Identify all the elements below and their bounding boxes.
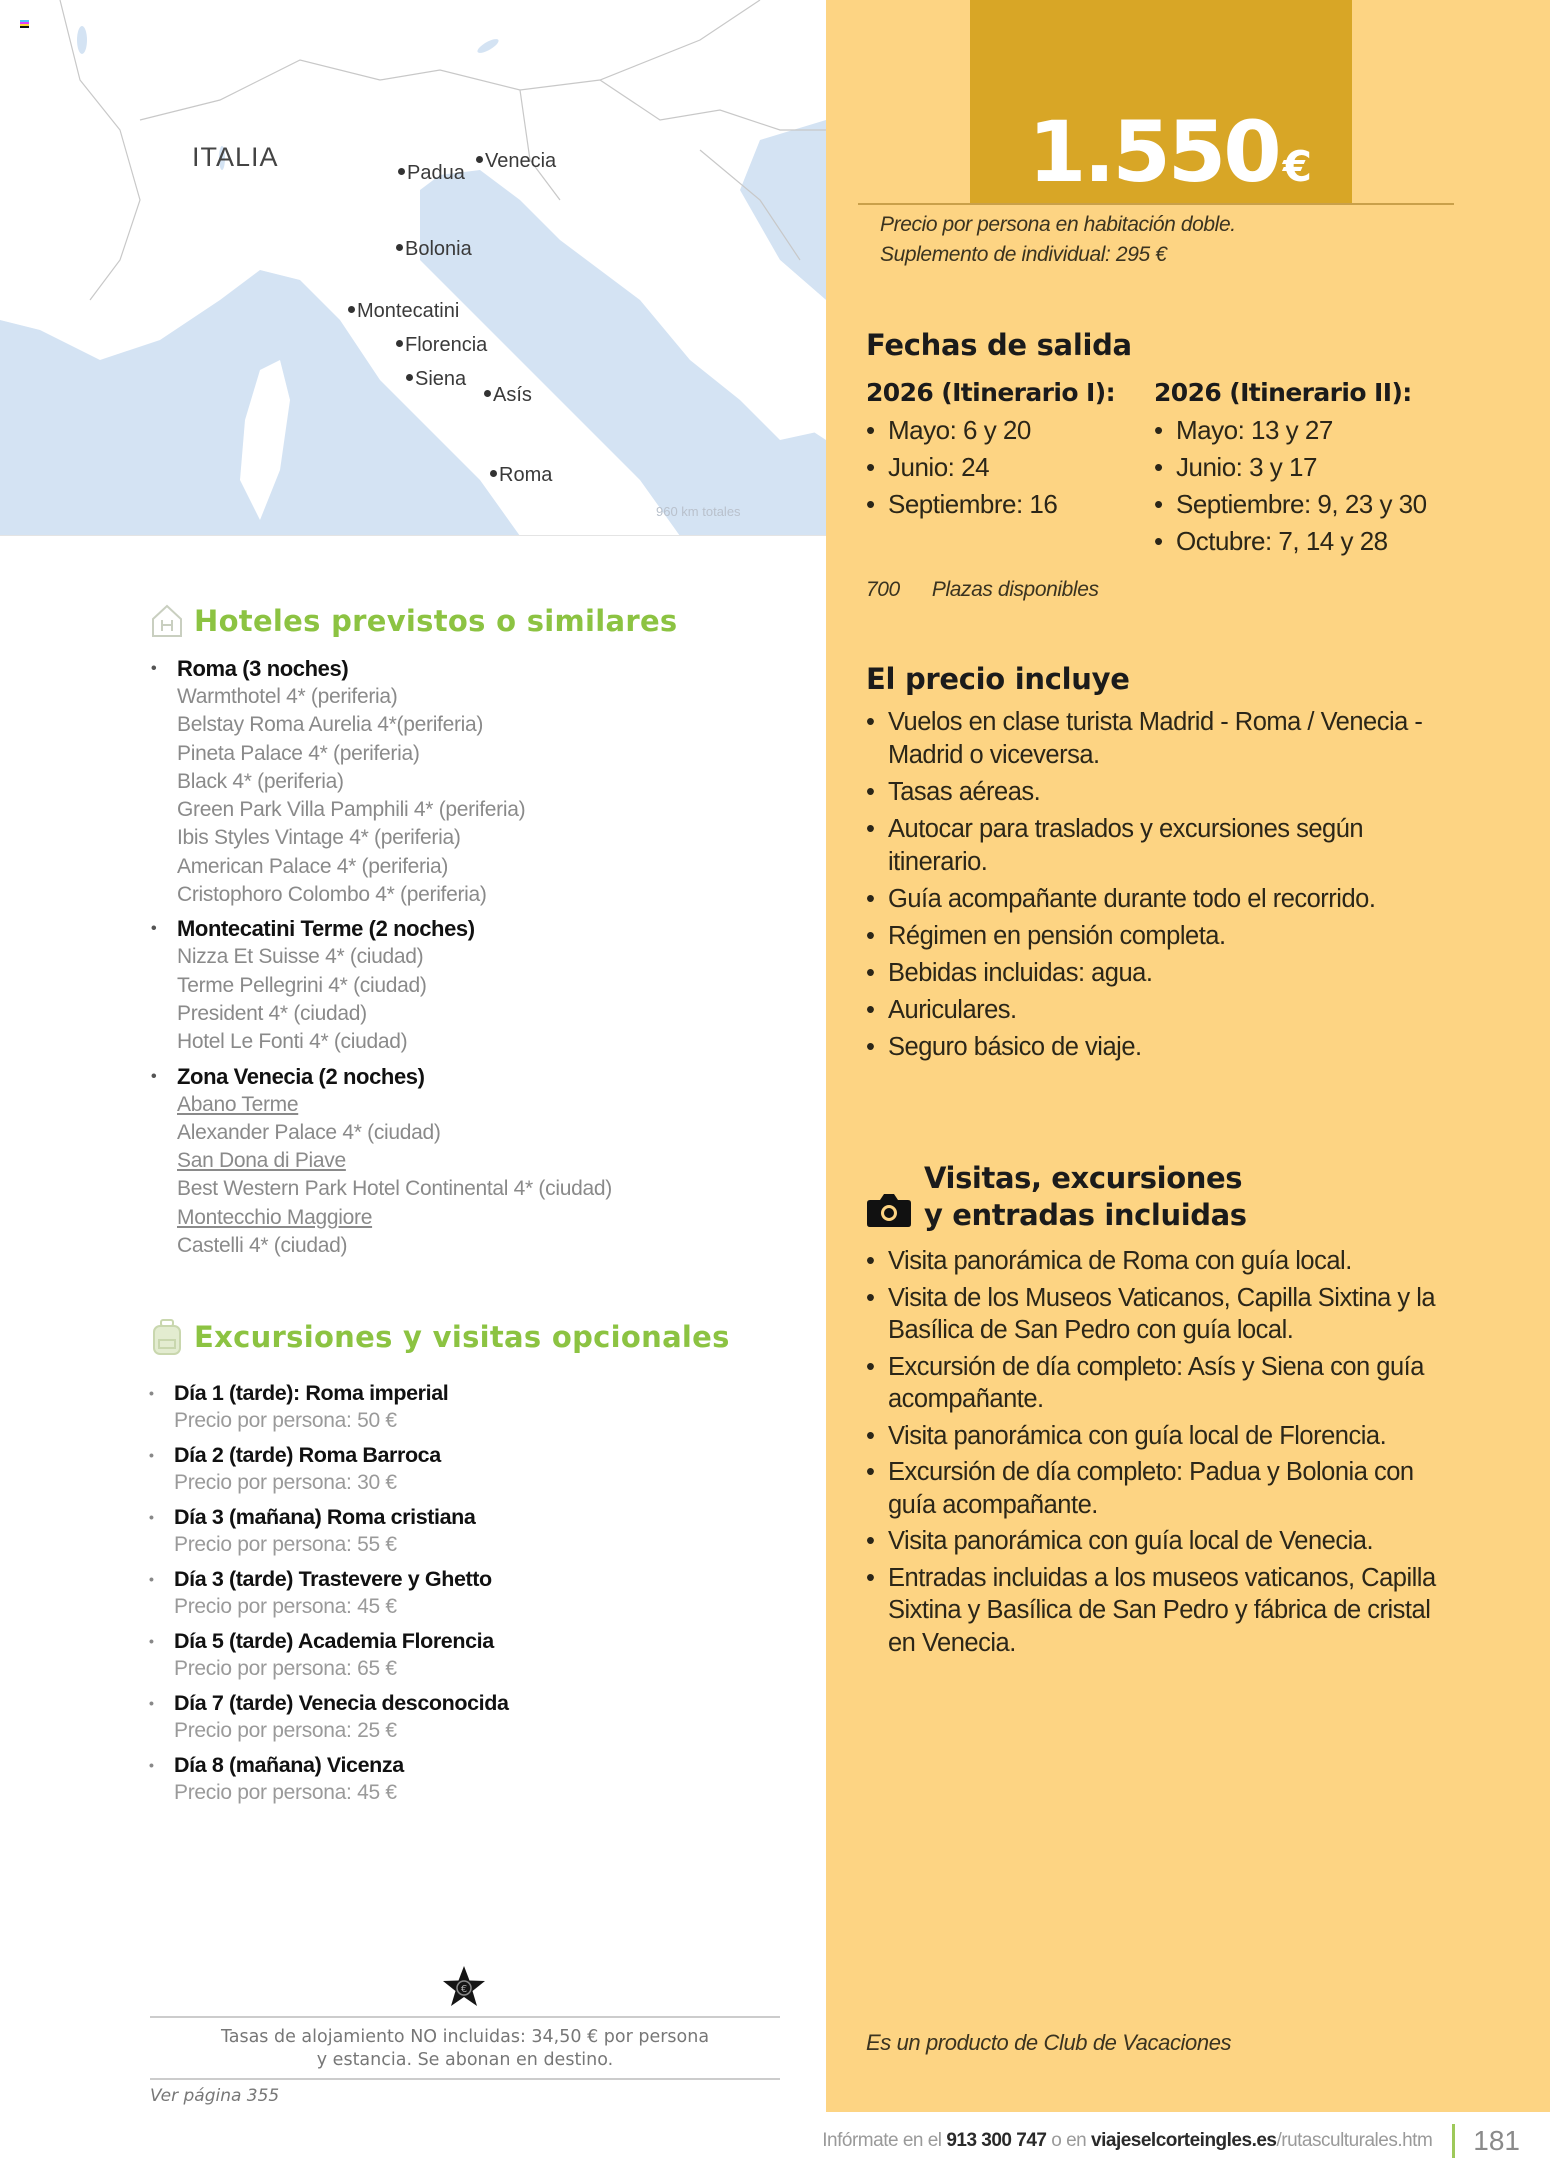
include-item: • Seguro básico de viaje.: [866, 1031, 1446, 1064]
include-item: • Tasas aéreas.: [866, 776, 1446, 809]
excursion-item: [147, 1626, 767, 1682]
map-city-florencia: Florencia: [396, 334, 487, 357]
departures-itinerary-1: [866, 374, 1115, 523]
includes-title: El precio incluye: [866, 662, 1130, 696]
hotel-line: Cristophoro Colombo 4* (periferia): [177, 883, 487, 907]
optional-excursions-list: [147, 1378, 767, 1812]
visit-item: • Entradas incluidas a los museos vaticanos, Capilla Sixtina y Basílica de San Pedro y fábrica de cristal en Venecia.: [866, 1562, 1456, 1660]
hotels-section-header: [150, 604, 678, 638]
hotel-icon: [150, 604, 184, 638]
map-country-label: ITALIA: [192, 142, 279, 172]
excursion-item: [147, 1378, 767, 1434]
include-item: • Guía acompañante durante todo el recorrido.: [866, 883, 1446, 916]
departures-title: Fechas de salida: [866, 328, 1132, 362]
visit-item: • Visita panorámica con guía local de Florencia.: [866, 1420, 1456, 1453]
print-registration-mark: [20, 20, 29, 29]
city-dot-icon: [396, 244, 403, 251]
visit-item: • Excursión de día completo: Padua y Bolonia con guía acompañante.: [866, 1456, 1456, 1521]
hotel-group-title: • Roma (3 noches): [150, 655, 770, 683]
page-footer: [640, 2124, 1520, 2158]
visit-item: • Excursión de día completo: Asís y Siena con guía acompañante.: [866, 1351, 1456, 1416]
hotels-list: [150, 655, 770, 1266]
excursion-title: • Día 2 (tarde) Roma Barroca: [147, 1440, 767, 1470]
hotel-line: Hotel Le Fonti 4* (ciudad): [177, 1030, 408, 1054]
city-dot-icon: [476, 156, 483, 163]
excursion-item: [147, 1688, 767, 1744]
svg-text:€: €: [460, 1984, 468, 1995]
excursion-item: [147, 1440, 767, 1496]
map-city-montecatini: Montecatini: [348, 300, 459, 323]
departure-date: • Mayo: 6 y 20: [866, 412, 1115, 449]
visit-item: • Visita de los Museos Vaticanos, Capilla Sixtina y la Basílica de San Pedro con guía local.: [866, 1282, 1456, 1347]
hotel-group-title: • Montecatini Terme (2 noches): [150, 915, 770, 943]
excursion-title: • Día 8 (mañana) Vicenza: [147, 1750, 767, 1780]
excursion-price: Precio por persona: 25 €: [174, 1719, 397, 1742]
excursion-price: Precio por persona: 55 €: [174, 1533, 397, 1556]
backpack-icon: [150, 1320, 184, 1354]
departures-itinerary-2: [1154, 374, 1427, 560]
include-item: • Vuelos en clase turista Madrid - Roma / Venecia - Madrid o viceversa.: [866, 706, 1446, 772]
excursions-section-header: [150, 1320, 730, 1354]
hotel-group-venecia: [150, 1063, 770, 1261]
footer-divider: [1452, 2124, 1455, 2158]
seats-count: 700: [866, 578, 900, 601]
route-map: [0, 0, 826, 536]
excursion-price: Precio por persona: 50 €: [174, 1409, 397, 1432]
hotel-line: Ibis Styles Vintage 4* (periferia): [177, 826, 461, 850]
hotel-line: Pineta Palace 4* (periferia): [177, 741, 420, 765]
visits-title: Visitas, excursiones y entradas incluidas: [924, 1161, 1247, 1232]
hotel-line: Warmthotel 4* (periferia): [177, 685, 398, 708]
tax-note-line: Tasas de alojamiento NO incluidas: 34,50 € por persona: [220, 2027, 710, 2047]
excursion-title: • Día 3 (tarde) Trastevere y Ghetto: [147, 1564, 767, 1594]
departure-date: • Mayo: 13 y 27: [1154, 412, 1427, 449]
excursion-item: [147, 1750, 767, 1806]
itinerary-title: 2026 (Itinerario II):: [1154, 378, 1412, 407]
include-item: • Régimen en pensión completa.: [866, 920, 1446, 953]
departure-date: • Octubre: 7, 14 y 28: [1154, 523, 1427, 560]
hotel-group-roma: [150, 655, 770, 909]
see-page-reference: Ver página 355: [150, 2086, 280, 2106]
city-dot-icon: [398, 168, 405, 175]
camera-icon: [866, 1192, 912, 1228]
excursion-price: Precio por persona: 30 €: [174, 1471, 397, 1494]
departure-date: • Septiembre: 16: [866, 486, 1115, 523]
excursion-title: • Día 1 (tarde): Roma imperial: [147, 1378, 767, 1408]
include-item: • Auriculares.: [866, 994, 1446, 1027]
departure-date: • Septiembre: 9, 23 y 30: [1154, 486, 1427, 523]
include-item: • Autocar para traslados y excursiones según itinerario.: [866, 813, 1446, 879]
includes-list: [866, 706, 1446, 1068]
hotel-line: Black 4* (periferia): [177, 769, 344, 793]
tax-note-line: y estancia. Se abonan en destino.: [316, 2050, 614, 2070]
excursion-title: • Día 7 (tarde) Venecia desconocida: [147, 1688, 767, 1718]
available-seats: [866, 578, 1099, 602]
excursion-item: [147, 1502, 767, 1558]
map-landmass: [0, 0, 826, 536]
excursion-item: [147, 1564, 767, 1620]
city-dot-icon: [484, 390, 491, 397]
city-dot-icon: [490, 470, 497, 477]
price-divider: [858, 203, 1454, 205]
excursion-title: • Día 3 (mañana) Roma cristiana: [147, 1502, 767, 1532]
departure-date: • Junio: 3 y 17: [1154, 449, 1427, 486]
seats-label: Plazas disponibles: [931, 578, 1099, 601]
price-note: Precio por persona en habitación doble. Suplemento de individual: 295 €: [880, 213, 1236, 266]
map-city-roma: Roma: [490, 464, 552, 487]
city-dot-icon: [406, 374, 413, 381]
hotel-line: Castelli 4* (ciudad): [177, 1234, 348, 1258]
hotel-line: Belstay Roma Aurelia 4*(periferia): [177, 713, 484, 737]
hotel-line: President 4* (ciudad): [177, 1001, 367, 1025]
map-distance-label: 960 km totales: [656, 504, 741, 519]
hotel-line: Alexander Palace 4* (ciudad): [177, 1120, 441, 1144]
visit-item: • Visita panorámica con guía local de Venecia.: [866, 1525, 1456, 1558]
phone-number[interactable]: 913 300 747: [946, 2130, 1047, 2151]
excursion-price: Precio por persona: 45 €: [174, 1781, 397, 1804]
map-city-venecia: Venecia: [476, 150, 556, 173]
visits-list: [866, 1245, 1456, 1663]
hotels-section-title: Hoteles previstos o similares: [194, 604, 678, 638]
city-dot-icon: [396, 340, 403, 347]
hotel-line: Green Park Villa Pamphili 4* (periferia): [177, 798, 526, 822]
map-city-bolonia: Bolonia: [396, 238, 472, 261]
hotel-line: Best Western Park Hotel Continental 4* (ciudad): [177, 1177, 612, 1201]
map-city-siena: Siena: [406, 368, 466, 391]
hotel-zone-label: Montecchio Maggiore: [177, 1205, 373, 1229]
hotel-line: Terme Pellegrini 4* (ciudad): [177, 973, 427, 997]
map-city-asis: Asís: [484, 384, 532, 407]
euro-star-icon: [441, 1964, 487, 2010]
currency-symbol: €: [1282, 142, 1312, 191]
visit-item: • Visita panorámica de Roma con guía local.: [866, 1245, 1456, 1278]
include-item: • Bebidas incluidas: agua.: [866, 957, 1446, 990]
itinerary-title: 2026 (Itinerario I):: [866, 378, 1115, 407]
excursions-section-title: Excursiones y visitas opcionales: [194, 1320, 730, 1354]
excursion-title: • Día 5 (tarde) Academia Florencia: [147, 1626, 767, 1656]
hotel-group-title: • Zona Venecia (2 noches): [150, 1063, 770, 1091]
city-dot-icon: [348, 306, 355, 313]
website-path[interactable]: /rutasculturales.htm: [1276, 2130, 1433, 2151]
price-amount: 1.550€: [1028, 103, 1312, 201]
departure-date: • Junio: 24: [866, 449, 1115, 486]
excursion-price: Precio por persona: 65 €: [174, 1657, 397, 1680]
hotel-group-montecatini: [150, 915, 770, 1056]
map-city-padua: Padua: [398, 162, 465, 185]
hotel-zone-label: Abano Terme: [177, 1092, 299, 1116]
producer-note: Es un producto de Club de Vacaciones: [866, 2030, 1232, 2055]
visits-section-header: [866, 1160, 1247, 1234]
hotel-line: Nizza Et Suisse 4* (ciudad): [177, 945, 424, 969]
hotel-zone-label: San Dona di Piave: [177, 1149, 346, 1173]
contact-info: Infórmate en el 913 300 747 o en viajeselcorteingles.es/rutasculturales.htm: [822, 2130, 1433, 2151]
excursion-price: Precio por persona: 45 €: [174, 1595, 397, 1618]
website-domain[interactable]: viajeselcorteingles.es: [1091, 2130, 1277, 2151]
accommodation-tax-note: [150, 2016, 780, 2080]
hotel-line: American Palace 4* (periferia): [177, 854, 449, 878]
page-number: 181: [1473, 2125, 1520, 2156]
